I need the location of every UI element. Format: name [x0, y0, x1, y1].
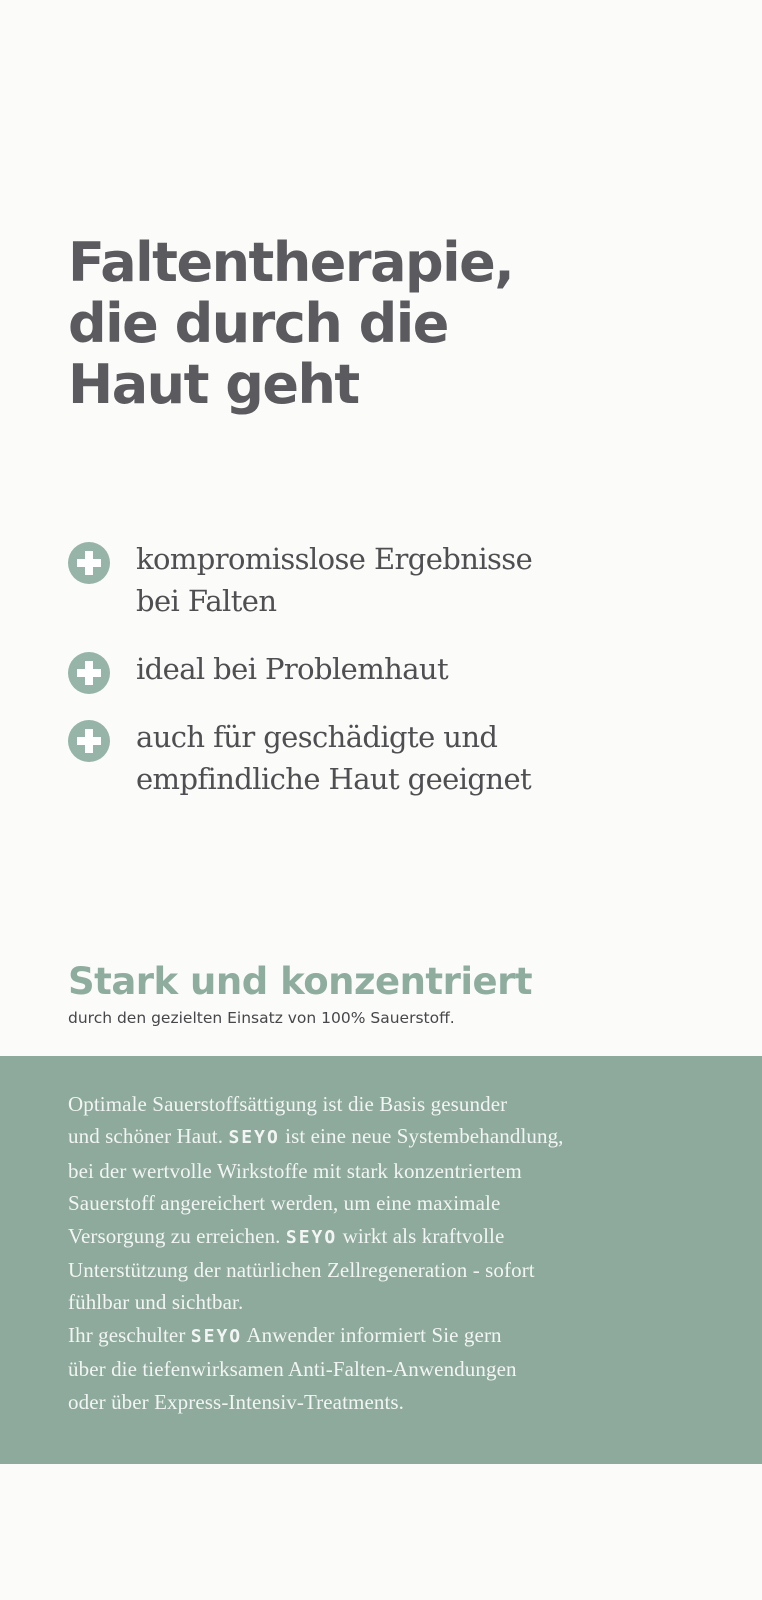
body-line: [68, 1088, 564, 1120]
feature-text: ideal bei Problemhaut: [136, 652, 449, 686]
body-text-segment: Optimale Sauerstoffsättigung ist die Basis gesunder: [68, 1092, 508, 1116]
plus-circle-icon: [68, 542, 110, 584]
headline-line: Faltentherapie,: [68, 231, 514, 294]
body-line: [68, 1319, 564, 1353]
headline: [68, 232, 513, 415]
body-text-segment: oder über Express-Intensiv-Treatments.: [68, 1389, 405, 1414]
body-line: [68, 1220, 564, 1254]
headline-line: Haut geht: [68, 353, 359, 416]
body-text-segment: Sauerstoff angereichert werden, um eine maximale: [68, 1191, 501, 1216]
feature-text: bei Falten: [136, 584, 277, 618]
body-text-segment: fühlbar und sichtbar.: [68, 1290, 244, 1315]
feature-list: [68, 538, 532, 800]
body-text-segment: wirkt als kraftvolle: [337, 1223, 505, 1248]
headline-line: die durch die: [68, 292, 448, 355]
section-title: Stark und konzentriert: [68, 960, 533, 1003]
body-text: [68, 1088, 564, 1418]
body-text-segment: bei der wertvolle Wirkstoffe mit stark konzentriertem: [68, 1158, 522, 1183]
body-text-segment: und schöner Haut.: [68, 1124, 229, 1149]
body-line: [68, 1353, 564, 1385]
feature-text: empfindliche Haut geeignet: [136, 762, 532, 796]
feature-item: [68, 538, 532, 622]
feature-item: [68, 648, 532, 690]
brand-logo: SEYO: [228, 1127, 280, 1149]
feature-text: kompromisslose Ergebnisse: [136, 542, 533, 576]
body-line: [68, 1254, 564, 1286]
section-caption: durch den gezielten Einsatz von 100% Sauerstoff.: [68, 1009, 455, 1027]
feature-text: auch für geschädigte und: [136, 720, 498, 754]
body-line: [68, 1286, 564, 1318]
body-line: [68, 1187, 564, 1219]
body-line: [68, 1386, 564, 1418]
body-text-segment: Versorgung zu erreichen.: [68, 1223, 286, 1248]
body-text-segment: ist eine neue Systembehandlung,: [279, 1124, 564, 1149]
body-text-segment: Unterstützung der natürlichen Zellregeneration - sofort: [68, 1258, 535, 1283]
body-line: [68, 1155, 564, 1187]
plus-circle-icon: [68, 652, 110, 694]
brand-logo: SEYO: [285, 1226, 338, 1248]
body-text-segment: über die tiefenwirksamen Anti-Falten-Anwendungen: [68, 1357, 517, 1382]
feature-item: [68, 716, 532, 800]
body-line: [68, 1120, 564, 1154]
body-text-segment: Anwender informiert Sie gern: [242, 1322, 502, 1347]
body-text-segment: Ihr geschulter: [68, 1322, 191, 1347]
plus-circle-icon: [68, 720, 110, 762]
brand-logo: SEYO: [190, 1325, 243, 1347]
